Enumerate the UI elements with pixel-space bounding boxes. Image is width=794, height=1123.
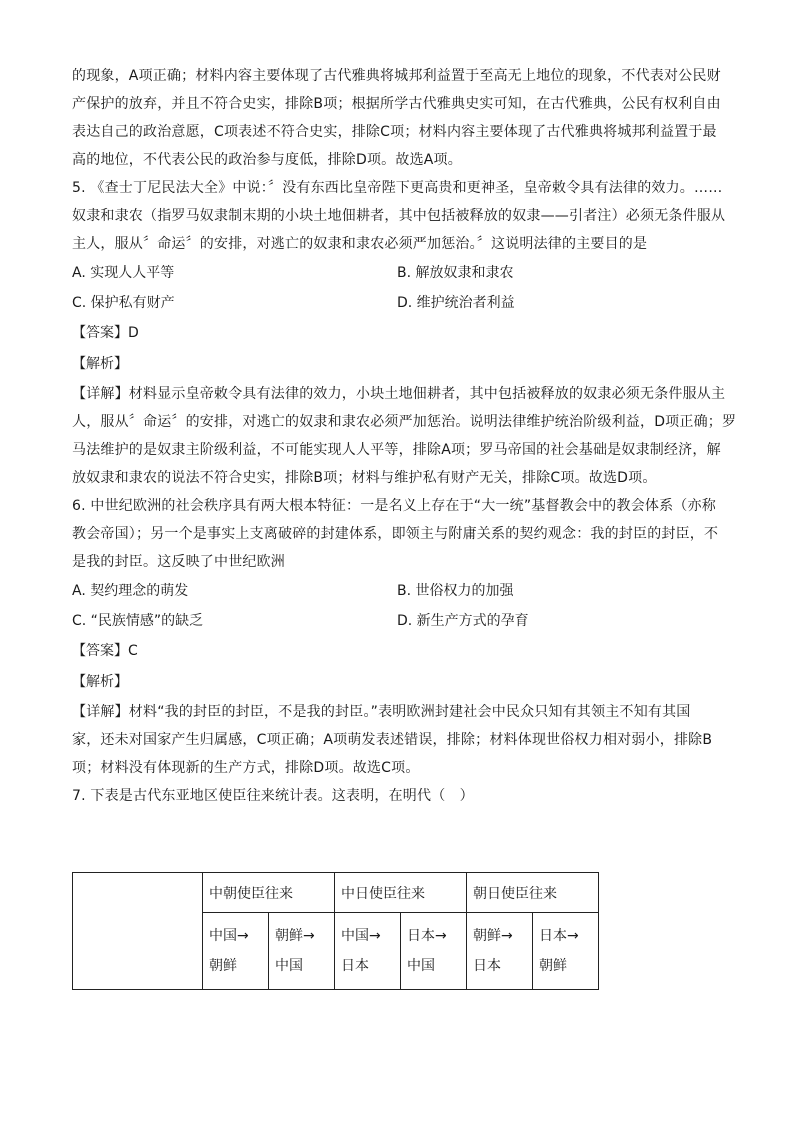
text-line: 的现象，A项正确；材料内容主要体现了古代雅典将城邦利益置于至高无上地位的现象，不代表对公民财 <box>72 68 721 84</box>
option-row <box>72 288 722 318</box>
envoy-exchange-table <box>72 872 599 990</box>
table-group-header: 中朝使臣往来 <box>203 873 335 913</box>
question-stem-line: 是我的封臣。这反映了中世纪欧洲 <box>72 554 285 570</box>
direction-from: 朝鲜→ <box>275 928 315 944</box>
option-row <box>72 576 722 606</box>
direction-from: 朝鲜→ <box>473 928 513 944</box>
option-a: A. 实现人人平等 <box>72 265 175 281</box>
q4-analysis-tail <box>72 62 722 174</box>
direction-from: 日本→ <box>539 928 579 944</box>
table-direction-cell <box>269 913 335 990</box>
text-line: 高的地位，不代表公民的政治参与度低，排除D项。故选A项。 <box>72 152 462 168</box>
table-direction-cell <box>533 913 599 990</box>
analysis-label: 【解析】 <box>72 356 128 372</box>
option-row <box>72 258 722 288</box>
detail-line: 【详解】材料“我的封臣的封臣，不是我的封臣。”表明欧洲封建社会中民众只知有其领主不知有其国 <box>72 704 691 720</box>
detail-line: 【详解】材料显示皇帝敕令具有法律的效力，小块土地佃耕者，其中包括被释放的奴隶必须无条件服从主 <box>72 386 726 402</box>
direction-to: 日本 <box>473 958 501 974</box>
direction-to: 朝鲜 <box>539 958 567 974</box>
option-d: D. 维护统治者利益 <box>397 295 515 311</box>
question-stem-line: 奴隶和隶农（指罗马奴隶制末期的小块土地佃耕者，其中包括被释放的奴隶——引者注）必须无条件服从 <box>72 208 726 224</box>
table-group-header: 朝日使臣往来 <box>467 873 599 913</box>
direction-from: 中国→ <box>209 928 249 944</box>
text-line: 表达自己的政治意愿，C项表述不符合史实，排除C项；材料内容主要体现了古代雅典将城邦利益置于最 <box>72 124 717 140</box>
table-group-header: 中日使臣往来 <box>335 873 467 913</box>
question-stem: 7. 下表是古代东亚地区使臣往来统计表。这表明，在明代（ ） <box>72 788 474 804</box>
option-c: C. “民族情感”的缺乏 <box>72 613 204 629</box>
option-b: B. 解放奴隶和隶农 <box>397 265 514 281</box>
question-stem-line: 主人，服从〞命运〞的安排，对逃亡的奴隶和隶农必须严加惩治。〞这说明法律的主要目的是 <box>72 236 648 252</box>
question-7 <box>72 782 722 810</box>
option-row <box>72 606 722 636</box>
detail-line: 马法维护的是奴隶主阶级利益，不可能实现人人平等，排除A项；罗马帝国的社会基础是奴隶制经济，解 <box>72 442 721 458</box>
answer-label: 【答案】D <box>72 325 139 341</box>
question-stem-line: 5. 《查士丁尼民法大全》中说：〞没有东西比皇帝陛下更高贵和更神圣，皇帝敕令具有法律的效力。…… <box>72 180 723 196</box>
table-corner-cell <box>73 873 203 990</box>
table-direction-cell <box>335 913 401 990</box>
table-direction-cell <box>467 913 533 990</box>
table-header-row <box>73 873 599 913</box>
option-c: C. 保护私有财产 <box>72 295 175 311</box>
option-a: A. 契约理念的萌发 <box>72 583 189 599</box>
question-stem-line: 6. 中世纪欧洲的社会秩序具有两大根本特征：一是名义上存在于“大一统”基督教会中的教会体系（亦称 <box>72 498 716 514</box>
option-d: D. 新生产方式的孕育 <box>397 613 529 629</box>
text-line: 产保护的放弃，并且不符合史实，排除B项；根据所学古代雅典史实可知，在古代雅典，公民有权利自由 <box>72 96 721 112</box>
direction-from: 日本→ <box>407 928 447 944</box>
direction-from: 中国→ <box>341 928 381 944</box>
detail-line: 人，服从〞命运〞的安排，对逃亡的奴隶和隶农必须严加惩治。说明法律维护统治阶级利益，D项正确；罗 <box>72 414 737 430</box>
option-b: B. 世俗权力的加强 <box>397 583 514 599</box>
table-direction-cell <box>203 913 269 990</box>
detail-line: 放奴隶和隶农的说法不符合史实，排除B项；材料与维护私有财产无关，排除C项。故选D项。 <box>72 470 657 486</box>
question-5 <box>72 174 737 492</box>
table-direction-cell <box>401 913 467 990</box>
direction-to: 朝鲜 <box>209 958 237 974</box>
direction-to: 日本 <box>341 958 369 974</box>
direction-to: 中国 <box>407 958 435 974</box>
detail-line: 家，还未对国家产生归属感，C项正确；A项萌发表述错误，排除；材料体现世俗权力相对弱小，排除B <box>72 732 713 748</box>
detail-line: 项；材料没有体现新的生产方式，排除D项。故选C项。 <box>72 760 420 776</box>
question-6 <box>72 492 722 782</box>
document-page <box>72 62 737 810</box>
analysis-label: 【解析】 <box>72 674 128 690</box>
answer-label: 【答案】C <box>72 643 138 659</box>
direction-to: 中国 <box>275 958 303 974</box>
question-stem-line: 教会帝国）；另一个是事实上支离破碎的封建体系，即领主与附庸关系的契约观念：我的封臣的封臣，不 <box>72 526 719 542</box>
